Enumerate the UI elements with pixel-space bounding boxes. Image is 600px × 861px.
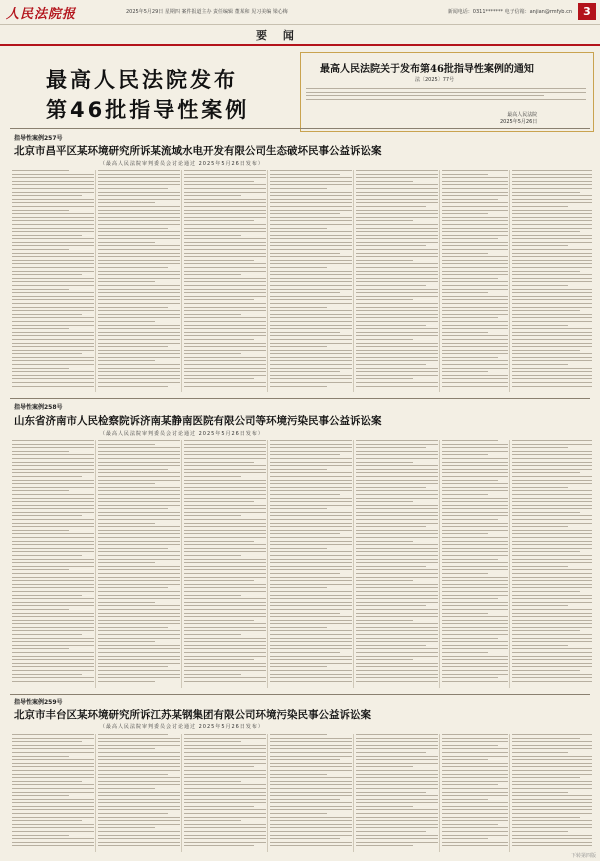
divider <box>10 398 590 399</box>
divider <box>10 128 590 129</box>
column-divider <box>353 170 354 392</box>
notice-signer: 最高人民法院 <box>507 112 538 118</box>
column-divider <box>95 734 96 852</box>
text-column <box>356 734 438 852</box>
text-column <box>512 734 592 852</box>
column-divider <box>439 734 440 852</box>
header-divider <box>0 44 600 46</box>
lead-headline-line2: 第46批指导性案例 <box>46 98 250 122</box>
case-title: 北京市昌平区某环境研究所诉某流域水电开发有限公司生态破坏民事公益诉讼案 <box>14 145 382 157</box>
case-subtitle: （最高人民法院审判委员会讨论通过 2025年5月26日发布） <box>100 431 264 437</box>
text-column <box>184 734 266 852</box>
page-number-badge: 3 <box>578 3 596 20</box>
issue-meta: 2025年5月29日 星期四 案件报道主办 责任编辑 董某和 见习美编 梁心梅 <box>126 9 288 15</box>
text-column <box>442 440 508 688</box>
section-title: 要 闻 <box>256 29 300 42</box>
text-column <box>512 440 592 688</box>
case-subtitle: （最高人民法院审判委员会讨论通过 2025年5月26日发布） <box>100 724 264 730</box>
text-column <box>98 734 180 852</box>
continued-marker: 下转第四版 <box>570 853 596 859</box>
column-divider <box>181 734 182 852</box>
case-label: 指导性案例258号 <box>14 404 63 411</box>
column-divider <box>439 170 440 392</box>
column-divider <box>353 734 354 852</box>
column-divider <box>267 734 268 852</box>
text-column <box>512 170 592 392</box>
text-column <box>12 734 94 852</box>
notice-signature <box>500 112 537 126</box>
column-divider <box>439 440 440 688</box>
column-divider <box>267 170 268 392</box>
case-label: 指导性案例259号 <box>14 699 63 706</box>
text-column <box>442 170 508 392</box>
text-column <box>356 440 438 688</box>
text-column <box>442 734 508 852</box>
column-divider <box>509 440 510 688</box>
text-column <box>12 170 94 392</box>
text-column <box>270 734 352 852</box>
contact-info: 新闻电话：0311******* 电子信箱：anjian@rmfyb.cn <box>447 9 572 15</box>
case-title: 山东省济南市人民检察院诉济南某静南医院有限公司等环境污染民事公益诉讼案 <box>14 415 382 427</box>
column-divider <box>509 734 510 852</box>
text-column <box>270 440 352 688</box>
text-column <box>184 170 266 392</box>
notice-number: 法〔2025〕77号 <box>415 77 455 83</box>
column-divider <box>509 170 510 392</box>
divider <box>10 694 590 695</box>
text-column <box>184 440 266 688</box>
column-divider <box>181 440 182 688</box>
top-bar <box>0 0 600 25</box>
text-column <box>270 170 352 392</box>
column-divider <box>267 440 268 688</box>
case-label: 指导性案例257号 <box>14 135 63 142</box>
text-column <box>98 440 180 688</box>
notice-date: 2025年5月26日 <box>500 119 538 125</box>
notice-title: 最高人民法院关于发布第46批指导性案例的通知 <box>320 64 534 75</box>
column-divider <box>95 440 96 688</box>
text-column <box>12 440 94 688</box>
masthead-logo: 人民法院报 <box>6 7 77 22</box>
notice-body <box>306 88 586 102</box>
lead-headline-line1: 最高人民法院发布 <box>46 68 238 92</box>
text-column <box>98 170 180 392</box>
text-column <box>356 170 438 392</box>
case-title: 北京市丰台区某环境研究所诉江苏某钢集团有限公司环境污染民事公益诉讼案 <box>14 709 371 721</box>
column-divider <box>95 170 96 392</box>
column-divider <box>353 440 354 688</box>
column-divider <box>181 170 182 392</box>
case-subtitle: （最高人民法院审判委员会讨论通过 2025年5月26日发布） <box>100 161 264 167</box>
